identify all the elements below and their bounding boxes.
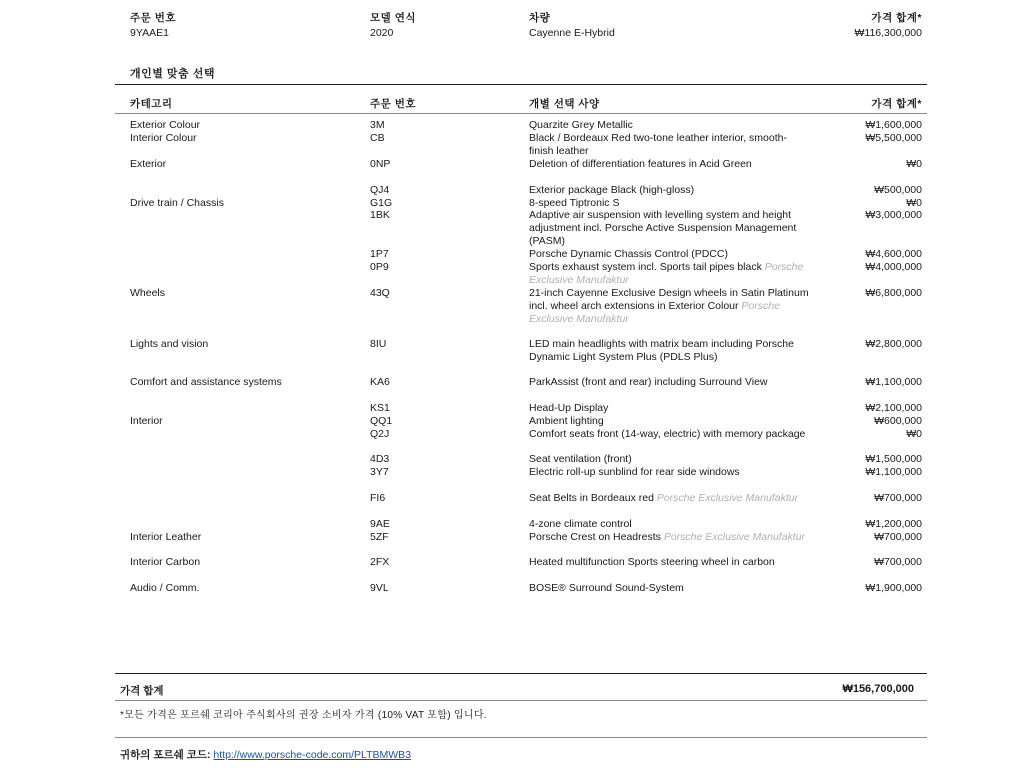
row-code: 3Y7 bbox=[370, 466, 389, 478]
row-description: Seat ventilation (front) bbox=[529, 453, 632, 465]
row-description: 4-zone climate control bbox=[529, 518, 632, 530]
base-price-label: 가격 합계* bbox=[871, 12, 922, 24]
row-description: Porsche Crest on Headrests Porsche Exclusive Manufaktur bbox=[529, 531, 806, 543]
row-price: ₩5,500,000 bbox=[865, 132, 922, 144]
section-divider bbox=[115, 84, 927, 85]
base-price-block bbox=[772, 10, 922, 50]
row-price: ₩1,600,000 bbox=[865, 119, 922, 131]
row-description: Quarzite Grey Metallic bbox=[529, 119, 633, 131]
row-category: Interior Colour bbox=[130, 132, 197, 144]
total-label: 가격 합계 bbox=[120, 685, 164, 697]
column-header-order-number: 주문 번호 bbox=[370, 98, 416, 110]
row-code: QQ1 bbox=[370, 415, 393, 427]
row-code: 0P9 bbox=[370, 261, 389, 273]
exclusive-manufaktur-badge: Porsche Exclusive Manufaktur bbox=[529, 261, 804, 286]
row-code: KS1 bbox=[370, 402, 390, 414]
total-top-rule bbox=[115, 673, 927, 674]
row-code: FI6 bbox=[370, 492, 386, 504]
row-code: 0NP bbox=[370, 158, 391, 170]
row-category: Wheels bbox=[130, 287, 166, 299]
porsche-code-label: 귀하의 포르쉐 코드: bbox=[120, 749, 211, 761]
model-year-block bbox=[370, 10, 416, 50]
row-price: ₩2,800,000 bbox=[865, 338, 922, 350]
row-description: Exterior package Black (high-gloss) bbox=[529, 184, 695, 196]
row-price: ₩4,000,000 bbox=[865, 261, 922, 273]
row-code: 43Q bbox=[370, 287, 390, 299]
row-category: Lights and vision bbox=[130, 338, 209, 350]
row-description: Adaptive air suspension with levelling system and height adjustment incl. Porsche Active Suspension Management (PASM) bbox=[529, 209, 797, 247]
row-category: Interior Leather bbox=[130, 531, 202, 543]
row-description: 21-inch Cayenne Exclusive Design wheels in Satin Platinum incl. wheel arch extensions in Exterior Colour Porsche Exclusive Manufaktur bbox=[529, 287, 809, 325]
row-price: ₩700,000 bbox=[874, 556, 922, 568]
row-description: Electric roll-up sunblind for rear side windows bbox=[529, 466, 740, 478]
row-price: ₩4,600,000 bbox=[865, 248, 922, 260]
column-header-category: 카테고리 bbox=[130, 98, 173, 110]
row-price: ₩3,000,000 bbox=[865, 209, 922, 221]
row-code: 9VL bbox=[370, 582, 389, 594]
price-footnote: *모든 가격은 포르쉐 코리아 주식회사의 권장 소비자 가격 (10% VAT 포함) 입니다. bbox=[120, 710, 487, 721]
row-price: ₩700,000 bbox=[874, 492, 922, 504]
exclusive-manufaktur-badge: Porsche Exclusive Manufaktur bbox=[663, 531, 806, 543]
row-category: Audio / Comm. bbox=[130, 582, 200, 594]
row-category: Exterior bbox=[130, 158, 167, 170]
row-price: ₩1,900,000 bbox=[865, 582, 922, 594]
row-description: ParkAssist (front and rear) including Surround View bbox=[529, 376, 768, 388]
model-year-label: 모델 연식 bbox=[370, 12, 416, 24]
porsche-code-line bbox=[120, 747, 411, 762]
column-header-spec: 개별 선택 사양 bbox=[529, 98, 600, 110]
row-price: ₩600,000 bbox=[874, 415, 922, 427]
row-price: ₩6,800,000 bbox=[865, 287, 922, 299]
table-header-divider bbox=[115, 113, 927, 114]
row-category: Exterior Colour bbox=[130, 119, 201, 131]
row-category: Interior bbox=[130, 415, 163, 427]
vehicle-label: 차량 bbox=[529, 12, 551, 24]
row-description: Head-Up Display bbox=[529, 402, 609, 414]
row-code: Q2J bbox=[370, 428, 390, 440]
row-code: KA6 bbox=[370, 376, 390, 388]
row-price: ₩1,100,000 bbox=[865, 466, 922, 478]
exclusive-manufaktur-badge: Porsche Exclusive Manufaktur bbox=[529, 300, 780, 325]
row-price: ₩1,500,000 bbox=[865, 453, 922, 465]
row-code: 1P7 bbox=[370, 248, 389, 260]
row-price: ₩0 bbox=[906, 428, 922, 440]
row-code: 3M bbox=[370, 119, 385, 131]
order-number-label: 주문 번호 bbox=[130, 12, 176, 24]
vehicle-block bbox=[529, 10, 615, 50]
exclusive-manufaktur-badge: Porsche Exclusive Manufaktur bbox=[656, 492, 799, 504]
row-category: Drive train / Chassis bbox=[130, 197, 224, 209]
row-code: 4D3 bbox=[370, 453, 390, 465]
row-description: Ambient lighting bbox=[529, 415, 604, 427]
row-description: Black / Bordeaux Red two-tone leather interior, smooth-finish leather bbox=[529, 132, 787, 157]
row-code: 9AE bbox=[370, 518, 390, 530]
row-category: Interior Carbon bbox=[130, 556, 201, 568]
row-description: BOSE® Surround Sound-System bbox=[529, 582, 684, 594]
order-number-block bbox=[130, 10, 176, 50]
row-code: 2FX bbox=[370, 556, 390, 568]
row-description: Porsche Dynamic Chassis Control (PDCC) bbox=[529, 248, 728, 260]
row-category: Comfort and assistance systems bbox=[130, 376, 282, 388]
row-code: 1BK bbox=[370, 209, 390, 221]
row-price: ₩0 bbox=[906, 197, 922, 209]
row-price: ₩0 bbox=[906, 158, 922, 170]
base-price-value: ₩116,300,000 bbox=[854, 27, 922, 39]
row-price: ₩700,000 bbox=[874, 531, 922, 543]
order-number-value: 9YAAE1 bbox=[130, 27, 169, 39]
row-price: ₩500,000 bbox=[874, 184, 922, 196]
row-price: ₩1,200,000 bbox=[865, 518, 922, 530]
section-title: 개인별 맞춤 선택 bbox=[130, 68, 215, 80]
vehicle-value: Cayenne E-Hybrid bbox=[529, 27, 615, 39]
row-code: 8IU bbox=[370, 338, 387, 350]
total-bottom-rule bbox=[115, 700, 927, 701]
row-price: ₩2,100,000 bbox=[865, 402, 922, 414]
row-description: Seat Belts in Bordeaux red Porsche Exclusive Manufaktur bbox=[529, 492, 799, 504]
row-description: Heated multifunction Sports steering wheel in carbon bbox=[529, 556, 775, 568]
row-description: Deletion of differentiation features in Acid Green bbox=[529, 158, 752, 170]
code-divider bbox=[115, 737, 927, 738]
row-price: ₩1,100,000 bbox=[865, 376, 922, 388]
row-code: CB bbox=[370, 132, 385, 144]
porsche-code-link[interactable]: http://www.porsche-code.com/PLTBMWB3 bbox=[213, 749, 412, 761]
model-year-value: 2020 bbox=[370, 27, 394, 39]
total-price: ₩156,700,000 bbox=[842, 683, 914, 695]
row-description: Sports exhaust system incl. Sports tail pipes black Porsche Exclusive Manufaktur bbox=[529, 261, 804, 286]
row-description: LED main headlights with matrix beam including Porsche Dynamic Light System Plus (PDLS Plus) bbox=[529, 338, 794, 363]
row-description: 8-speed Tiptronic S bbox=[529, 197, 620, 209]
row-code: 5ZF bbox=[370, 531, 389, 543]
row-code: G1G bbox=[370, 197, 393, 209]
column-header-price: 가격 합계* bbox=[871, 98, 922, 110]
row-description: Comfort seats front (14-way, electric) with memory package bbox=[529, 428, 806, 440]
row-code: QJ4 bbox=[370, 184, 390, 196]
